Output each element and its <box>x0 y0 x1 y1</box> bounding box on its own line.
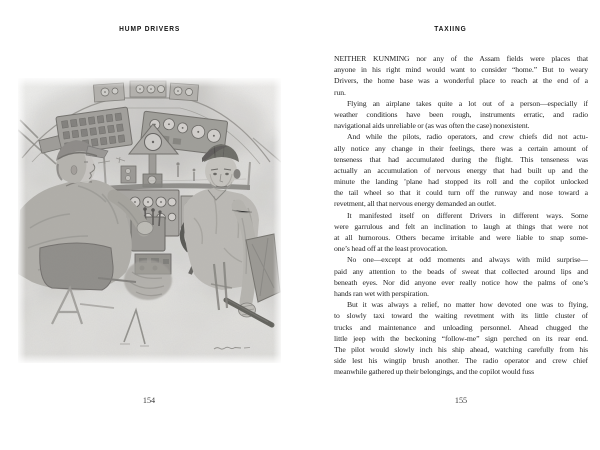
paragraph <box>334 254 588 299</box>
running-head-verso-label: HUMP DRIVERS <box>119 24 181 33</box>
page-number-right: 155 <box>454 396 468 405</box>
body-text <box>334 53 588 377</box>
paragraph <box>334 131 588 209</box>
running-head-verso <box>0 24 300 33</box>
text-line: And while the pilots, radio operators, and crew chiefs did not actu- <box>347 132 588 142</box>
text-line: trucks and maintenance and unloading personnel. Ahead chugged the <box>334 322 588 332</box>
text-line: weather conditions have been rough, instruments erratic, and radio <box>334 109 588 119</box>
text-line: The pilot would slowly inch his ship ahead, watching carefully from his <box>334 344 588 354</box>
running-head-recto <box>300 24 600 33</box>
text-line: revetment, all that nervous energy demanded an outlet. <box>334 199 496 209</box>
text-line: to slowly taxi toward the waiting revetment with its little cluster of <box>334 311 588 321</box>
text-line: It manifested itself on different Drivers in different ways. Some <box>347 210 588 220</box>
text-line: little jeep with the beckoning “follow-me” sign perched on its rear end. <box>334 333 588 343</box>
text-line: beneath eyes. Nor did anyone ever really notice how the palms of one’s <box>334 277 588 287</box>
page-number-left: 154 <box>142 396 156 405</box>
page-right <box>300 0 600 450</box>
text-line: navigational aids unreliable or (as was often the case) nonexistent. <box>334 121 530 131</box>
cockpit-sketch-svg <box>18 78 281 363</box>
paragraph <box>334 98 588 132</box>
text-line: one’s head off at the least provocation. <box>334 244 448 254</box>
text-line: hands ran wet with perspiration. <box>334 288 429 298</box>
text-line: minute the landing ’plane had stopped its roll and the copilot unlocked <box>334 177 588 187</box>
text-line: anyone in his right mind would want to consider “home.” But to weary <box>334 65 588 75</box>
text-line: No one—except at odd moments and always with mild surprise— <box>347 255 588 265</box>
text-line: actually an accumulation of nervous energy that had built up and the <box>334 165 588 175</box>
text-line: tenseness that had accumulated during the flight. This tenseness was <box>334 154 588 164</box>
text-line: run. <box>334 87 346 97</box>
text-line: Drivers, the home base was a wonderful place to reach at the end of a <box>334 76 588 86</box>
text-line: ally notice any change in their feelings, there was a certain amount of <box>334 143 588 153</box>
running-head-recto-label: TAXIING <box>433 24 467 33</box>
text-line: NEITHER KUNMING nor any of the Assam fields were places that <box>334 54 588 63</box>
text-line: at all humorous. Others became irritable and were liable to snap some- <box>334 233 588 242</box>
text-line: meanwhile gathered up their belongings, and the copilot would fuss <box>334 367 534 377</box>
text-line: paid any attention to the beads of sweat that collected around lips and <box>334 266 588 276</box>
paragraph <box>334 53 588 98</box>
paragraph <box>334 299 588 377</box>
text-line: were garrulous and felt an inclination to laugh at things that were not <box>334 221 588 231</box>
text-line: Flying an airplane takes quite a lot out of a person—especially if <box>347 98 588 108</box>
text-line: But it was always a relief, no matter how devoted one was to flying, <box>347 300 588 310</box>
cockpit-sketch-illustration <box>18 78 281 363</box>
text-line: the tail wheel so that it could turn off the runway and nose toward a <box>334 188 588 198</box>
text-line: side lest his wingtip brush another. The radio operator and crew chief <box>334 356 588 366</box>
paragraph <box>334 210 588 255</box>
